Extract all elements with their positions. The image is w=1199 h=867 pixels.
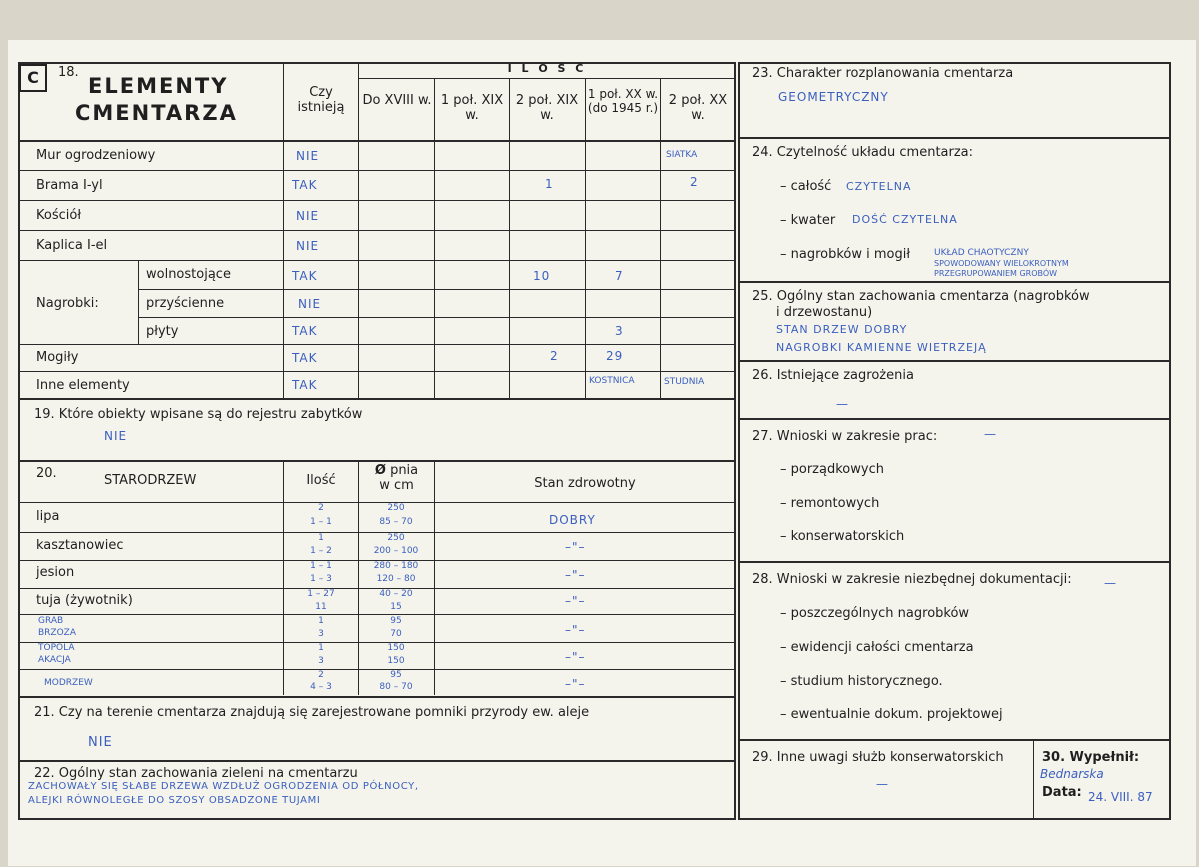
tree-topola-d2: 150 <box>387 656 405 666</box>
brama-2-xx: 2 <box>690 175 699 189</box>
docs-historical-study: – studium historycznego. <box>780 674 943 689</box>
tree-lipa-count2: 1 – 1 <box>310 517 332 527</box>
works-cleanup: – porządkowych <box>780 462 884 477</box>
section-29-label: 29. Inne uwagi służb konserwatorskich <box>752 750 1004 765</box>
row-label-mur: Mur ogrodzeniowy <box>36 148 156 163</box>
tree-topola-count2: 3 <box>318 656 324 666</box>
section-18-title-line1: ELEMENTY <box>88 74 229 98</box>
tree-jesion-d2: 120 – 80 <box>376 574 416 584</box>
tree-grab-count2: 3 <box>318 629 324 639</box>
col-header-2-xx: 2 poł. XX w. <box>668 93 728 123</box>
readability-graves-line1: UKŁAD CHAOTYCZNY <box>934 248 1029 258</box>
readability-quarters-answer: DOŚĆ CZYTELNA <box>852 213 958 226</box>
col-header-1-xix: 1 poł. XIX w. <box>440 93 504 123</box>
section-21-answer: NIE <box>88 735 113 750</box>
tree-tuja-count2: 11 <box>315 602 327 612</box>
tree-kasztanowiec-count1: 1 <box>318 533 324 543</box>
inne-2-xx: STUDNIA <box>664 377 705 387</box>
tree-name-modrzew: MODRZEW <box>44 678 93 688</box>
date-value: 24. VIII. 87 <box>1088 790 1153 804</box>
mur-exists: NIE <box>296 149 320 163</box>
section-29-answer: — <box>876 777 889 791</box>
col-header-xviii: Do XVIII w. <box>362 93 432 108</box>
docs-cemetery-record: – ewidencji całości cmentarza <box>780 640 974 655</box>
tree-tuja-d1: 40 – 20 <box>379 589 413 599</box>
section-27-label: 27. Wnioski w zakresie prac: <box>752 429 938 444</box>
section-26-label: 26. Istniejące zagrożenia <box>752 368 914 383</box>
tree-name-tuja: tuja (żywotnik) <box>36 593 133 608</box>
tree-topola-d1: 150 <box>387 643 405 653</box>
col-header-1-xx: 1 poł. XX w. (do 1945 r.) <box>587 87 659 115</box>
row-label-wolnostojace: wolnostojące <box>146 267 231 282</box>
tree-grab-count1: 1 <box>318 616 324 626</box>
tree-name-akacja: AKACJA <box>38 655 71 665</box>
row-label-brama: Brama I-yl <box>36 178 103 193</box>
inne-1-xx: KOSTNICA <box>589 376 635 386</box>
section-28-answer: — <box>1104 576 1117 590</box>
kosciol-exists: NIE <box>296 209 320 223</box>
section-22-line2: ALEJKI RÓWNOLEGŁE DO SZOSY OBSADZONE TUJAMI <box>28 795 321 806</box>
section-24-label: 24. Czytelność układu cmentarza: <box>752 145 974 160</box>
tree-jesion-count2: 1 – 3 <box>310 574 332 584</box>
row-label-mogily: Mogiły <box>36 350 79 365</box>
exists-header: Czy istnieją <box>297 85 345 115</box>
quantity-header: I L O Ś Ć <box>507 62 587 75</box>
tree-modrzew-d2: 80 – 70 <box>379 682 413 692</box>
plyty-exists: TAK <box>292 324 318 338</box>
tree-grab-d1: 95 <box>390 616 402 626</box>
tree-jesion-health: –"– <box>565 568 586 582</box>
section-25-label-line2: i drzewostanu) <box>776 305 873 320</box>
diameter-unit: w cm <box>379 477 414 493</box>
row-label-kosciol: Kościół <box>36 208 82 223</box>
form-marker-box: C <box>19 64 47 92</box>
readability-graves-line2: SPOWODOWANY WIELOKROTNYM <box>934 259 1069 268</box>
kaplica-exists: NIE <box>296 239 320 253</box>
tree-diameter-header <box>359 464 434 494</box>
tree-kasztanowiec-d1: 250 <box>387 533 405 543</box>
tree-grab-health: –"– <box>565 623 586 637</box>
tree-modrzew-count2: 4 – 3 <box>310 682 332 692</box>
tree-topola-health: –"– <box>565 650 586 664</box>
docs-project: – ewentualnie dokum. projektowej <box>780 707 1003 722</box>
section-23-answer: GEOMETRYCZNY <box>778 90 889 104</box>
mogily-1-xx: 29 <box>606 349 624 363</box>
readability-quarters-label: – kwater <box>780 213 836 228</box>
diameter-word: pnia <box>390 463 419 478</box>
wolnostojace-exists: TAK <box>292 269 318 283</box>
docs-individual-graves: – poszczególnych nagrobków <box>780 606 970 621</box>
readability-whole-label: – całość <box>780 179 832 194</box>
mogily-2-xix: 2 <box>550 349 559 363</box>
tree-tuja-d2: 15 <box>390 602 402 612</box>
col-header-2-xix: 2 poł. XIX w. <box>515 93 579 123</box>
tree-modrzew-count1: 2 <box>318 670 324 680</box>
section-20-number: 20. <box>36 466 57 481</box>
tree-count-header: Ilość <box>306 473 336 488</box>
row-label-inne: Inne elementy <box>36 378 130 393</box>
section-20-title: STARODRZEW <box>104 473 197 488</box>
wolnostojace-2-xix: 10 <box>533 269 551 283</box>
tree-kasztanowiec-health: –"– <box>565 540 586 554</box>
section-22-line1: ZACHOWAŁY SIĘ SŁABE DRZEWA WZDŁUŻ OGRODZENIA OD PÓŁNOCY, <box>28 781 419 792</box>
section-18-title-line2: CMENTARZA <box>75 101 238 125</box>
tree-topola-count1: 1 <box>318 643 324 653</box>
tree-name-jesion: jesion <box>36 565 75 580</box>
tree-kasztanowiec-d2: 200 – 100 <box>373 546 419 556</box>
tree-grab-d2: 70 <box>390 629 402 639</box>
filled-by-signature: Bednarska <box>1040 767 1104 781</box>
date-label: Data: <box>1042 785 1082 800</box>
section-23-label: 23. Charakter rozplanowania cmentarza <box>752 66 1014 81</box>
row-label-plyty: płyty <box>146 324 179 339</box>
tree-name-grab: GRAB <box>38 616 64 626</box>
tree-tuja-health: –"– <box>565 594 586 608</box>
brama-exists: TAK <box>292 178 318 192</box>
section-22-label: 22. Ogólny stan zachowania zieleni na cmentarzu <box>34 766 358 781</box>
section-21-label: 21. Czy na terenie cmentarza znajdują się zarejestrowane pomniki przyrody ew. aleje <box>34 705 590 720</box>
tree-name-lipa: lipa <box>36 509 60 524</box>
section-28-label: 28. Wnioski w zakresie niezbędnej dokumentacji: <box>752 572 1072 587</box>
tree-kasztanowiec-count2: 1 – 2 <box>310 546 332 556</box>
tree-jesion-d1: 280 – 180 <box>373 561 419 571</box>
form-card <box>8 40 1196 866</box>
section-26-answer: — <box>836 397 849 411</box>
tree-lipa-health: DOBRY <box>549 513 596 527</box>
readability-graves-label: – nagrobków i mogił <box>780 247 911 262</box>
readability-graves-line3: PRZEGRUPOWANIEM GROBÓW <box>934 269 1058 278</box>
tree-name-topola: TOPOLA <box>38 643 75 653</box>
tree-name-kasztanowiec: kasztanowiec <box>36 538 124 553</box>
section-19-answer: NIE <box>104 429 128 443</box>
section-18-number: 18. <box>58 65 79 80</box>
section-25-label-line1: 25. Ogólny stan zachowania cmentarza (nagrobków <box>752 289 1090 304</box>
works-renovation: – remontowych <box>780 496 880 511</box>
plyty-1-xx: 3 <box>615 324 624 338</box>
tree-lipa-count1: 2 <box>318 503 324 513</box>
tree-jesion-count1: 1 – 1 <box>310 561 332 571</box>
row-label-kaplica: Kaplica I-el <box>36 238 108 253</box>
tree-name-brzoza: BRZOZA <box>38 628 76 638</box>
works-conservation: – konserwatorskich <box>780 529 905 544</box>
readability-whole-answer: CZYTELNA <box>846 180 912 193</box>
brama-2-xix: 1 <box>545 177 554 191</box>
tree-health-header: Stan zdrowotny <box>534 476 636 491</box>
mur-2-xx: SIATKA <box>666 150 698 160</box>
wolnostojace-1-xx: 7 <box>615 269 624 283</box>
section-30-label: 30. Wypełnił: <box>1042 750 1140 765</box>
tree-lipa-d2: 85 – 70 <box>379 517 413 527</box>
section-25-answer-line1: STAN DRZEW DOBRY <box>776 323 908 336</box>
inne-exists: TAK <box>292 378 318 392</box>
row-label-przyscienne: przyścienne <box>146 296 225 311</box>
tree-modrzew-health: –"– <box>565 677 586 691</box>
section-27-answer: — <box>984 427 997 441</box>
tree-tuja-count1: 1 – 27 <box>307 589 335 599</box>
row-label-nagrobki: Nagrobki: <box>36 296 99 311</box>
section-25-answer-line2: NAGROBKI KAMIENNE WIETRZEJĄ <box>776 341 987 354</box>
mogily-exists: TAK <box>292 351 318 365</box>
tree-modrzew-d1: 95 <box>390 670 402 680</box>
section-19-label: 19. Które obiekty wpisane są do rejestru zabytków <box>34 407 363 422</box>
diameter-symbol: Ø <box>374 463 386 478</box>
tree-lipa-d1: 250 <box>387 503 405 513</box>
przyscienne-exists: NIE <box>298 297 322 311</box>
